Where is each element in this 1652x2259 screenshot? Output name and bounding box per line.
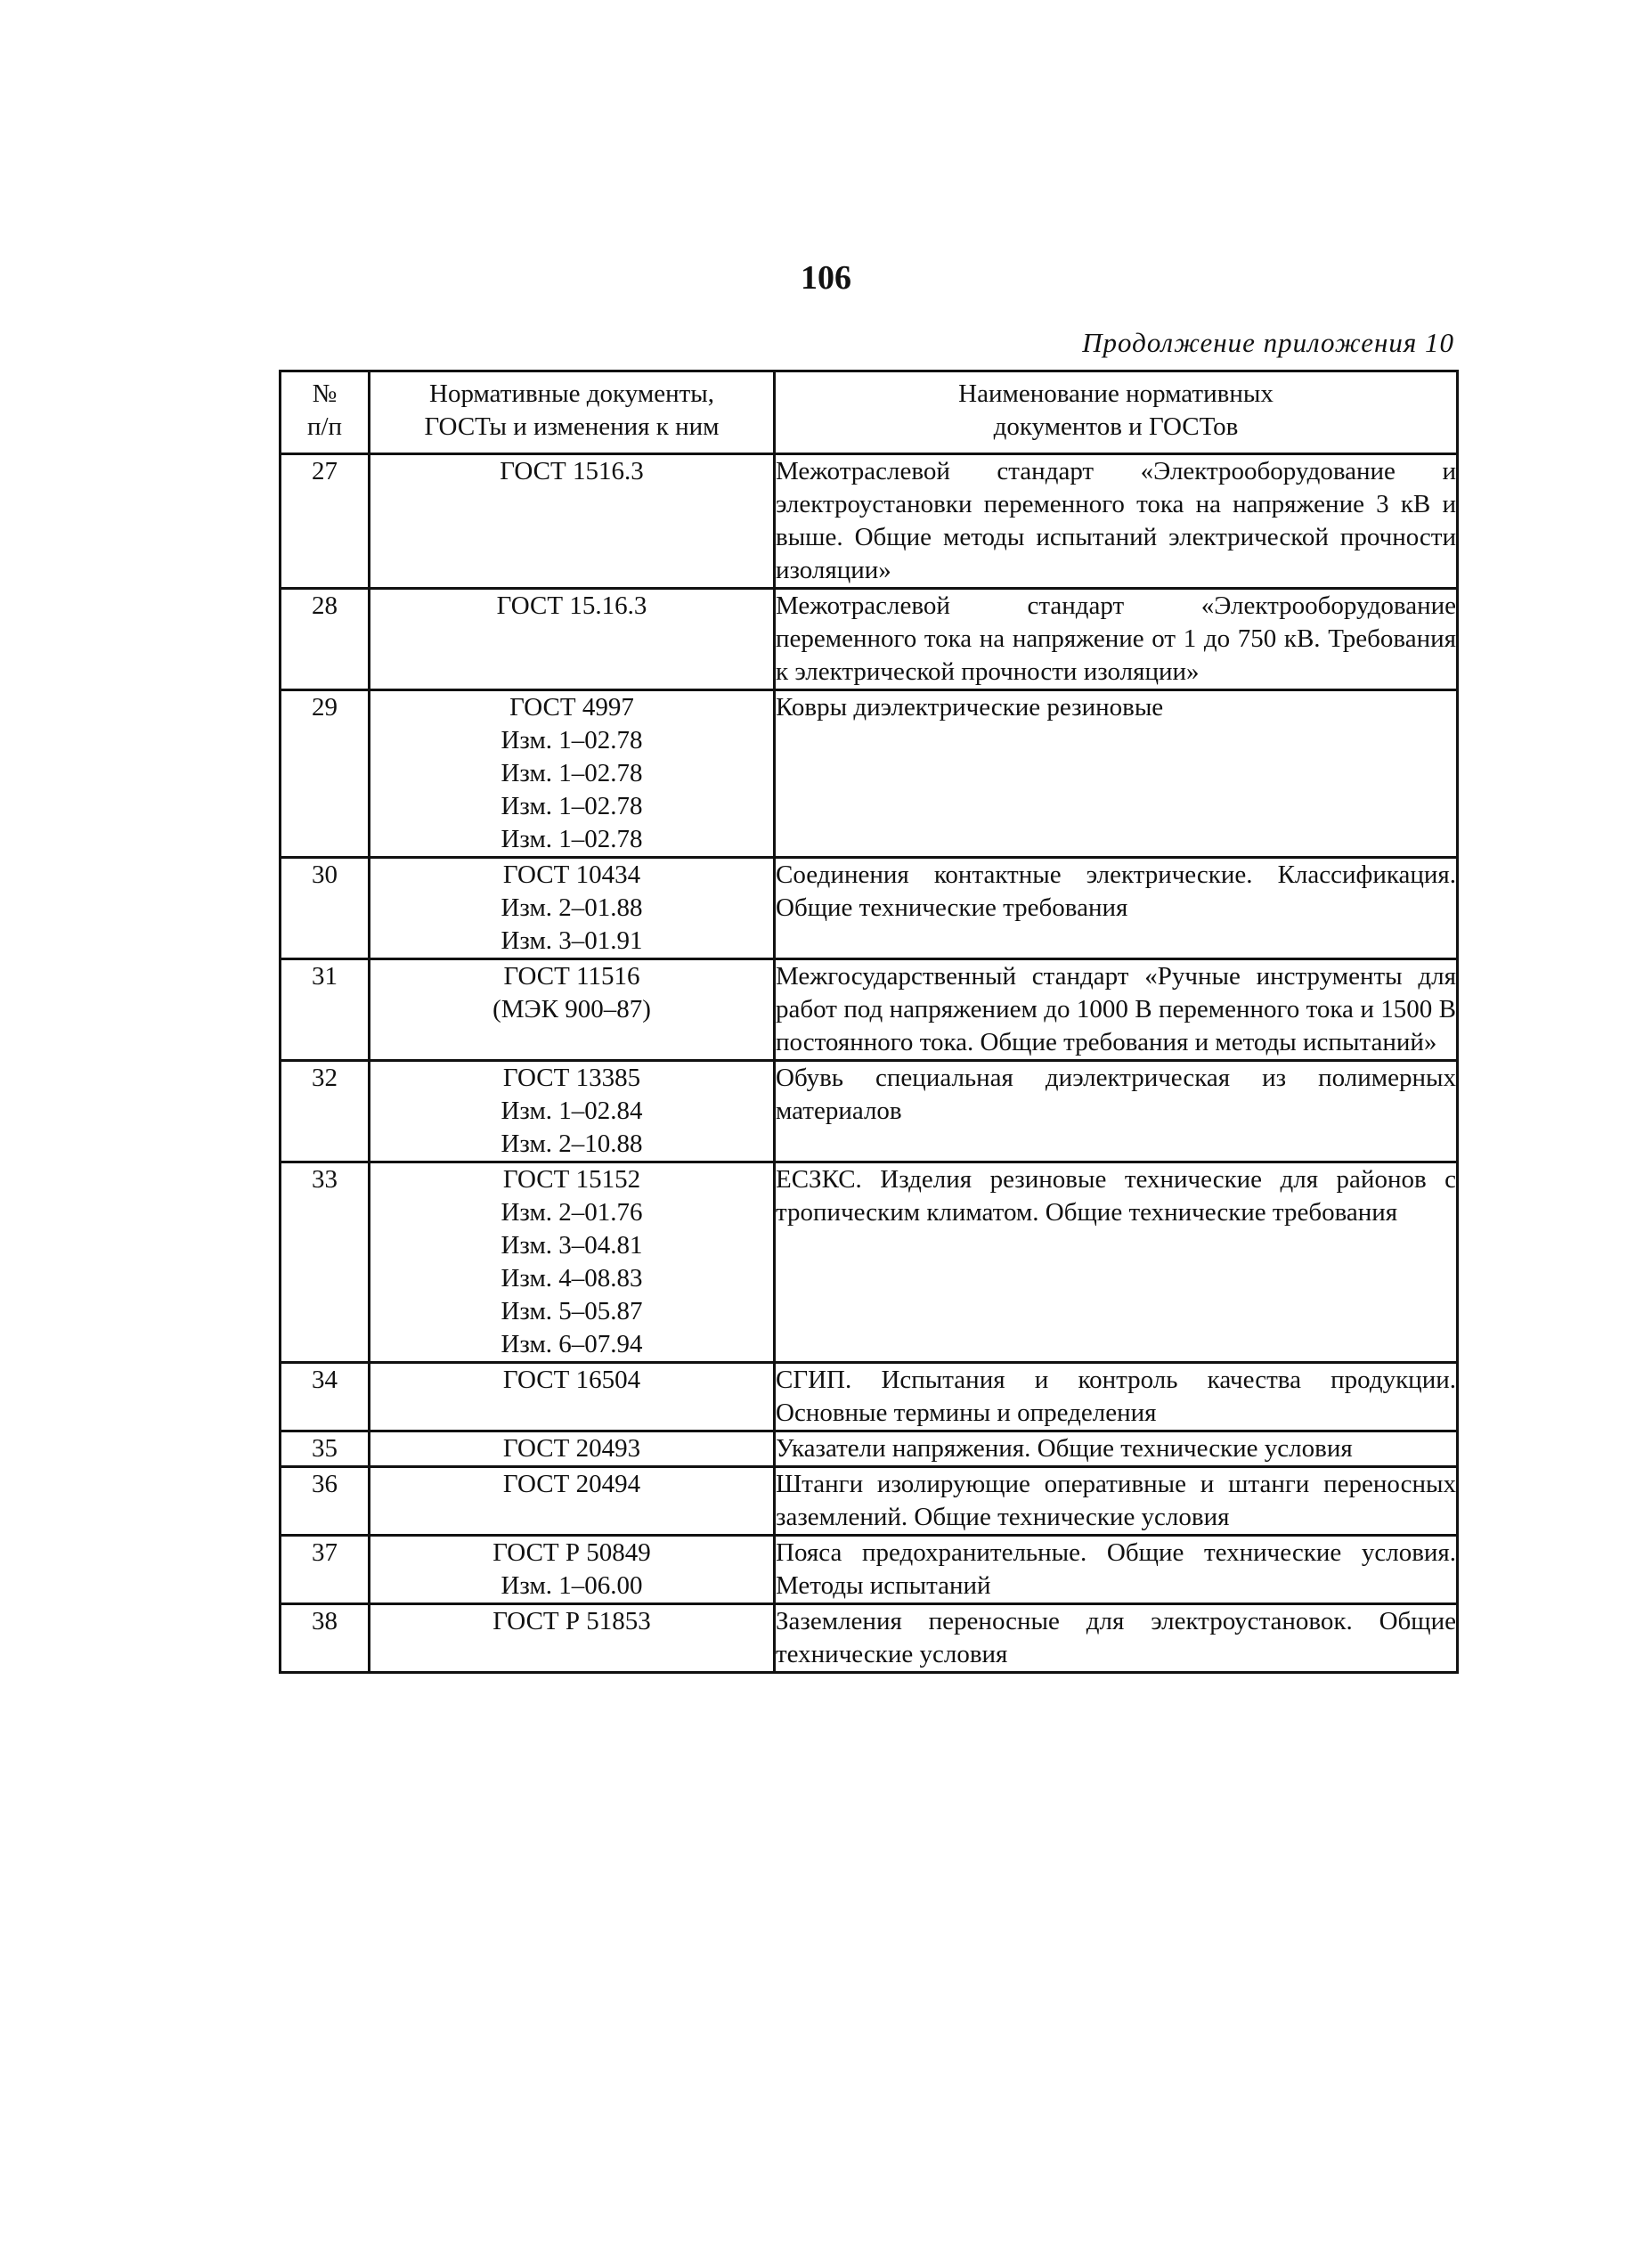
document-reference: Изм. 6–07.94 bbox=[500, 1330, 643, 1358]
header-documents-line: ГОСТы и изменения к ним bbox=[424, 412, 720, 441]
row-number: 33 bbox=[281, 1162, 370, 1363]
table-row bbox=[281, 454, 1458, 589]
table-row bbox=[281, 1467, 1458, 1536]
row-number: 35 bbox=[281, 1431, 370, 1467]
document-reference: Изм. 1–06.00 bbox=[500, 1571, 643, 1600]
document-reference: ГОСТ 1516.3 bbox=[500, 457, 644, 485]
table-row bbox=[281, 690, 1458, 858]
row-document-name: Межотраслевой стандарт «Электрооборудование и электроустановки переменного тока на напряжение 3 кВ и выше. Общие методы испытаний электрической прочности изоляции» bbox=[775, 454, 1458, 589]
row-number: 31 bbox=[281, 959, 370, 1061]
header-num bbox=[281, 371, 370, 454]
row-number: 37 bbox=[281, 1536, 370, 1604]
document-reference: Изм. 5–05.87 bbox=[500, 1297, 643, 1325]
table-row bbox=[281, 589, 1458, 690]
document-reference: ГОСТ Р 50849 bbox=[492, 1538, 651, 1567]
document-reference: Изм. 1–02.78 bbox=[500, 759, 643, 787]
document-reference: Изм. 2–01.76 bbox=[500, 1198, 643, 1227]
table-row bbox=[281, 959, 1458, 1061]
table-row bbox=[281, 1604, 1458, 1673]
document-reference: ГОСТ 13385 bbox=[502, 1064, 641, 1092]
row-documents bbox=[370, 1061, 775, 1162]
header-names-line: документов и ГОСТов bbox=[993, 412, 1239, 441]
row-documents bbox=[370, 690, 775, 858]
row-number: 34 bbox=[281, 1363, 370, 1431]
document-reference: ГОСТ 20493 bbox=[502, 1434, 641, 1463]
document-reference: ГОСТ 10434 bbox=[502, 860, 641, 889]
table-body bbox=[281, 454, 1458, 1673]
document-reference: ГОСТ Р 51853 bbox=[492, 1607, 651, 1635]
continuation-label: Продолжение приложения 10 bbox=[1082, 327, 1454, 358]
document-reference: (МЭК 900–87) bbox=[492, 995, 651, 1023]
row-document-name: Указатели напряжения. Общие технические условия bbox=[775, 1431, 1458, 1467]
row-document-name: Пояса предохранительные. Общие технические условия. Методы испытаний bbox=[775, 1536, 1458, 1604]
document-reference: Изм. 2–10.88 bbox=[500, 1130, 643, 1158]
document-reference: Изм. 1–02.78 bbox=[500, 726, 643, 754]
table-header-row bbox=[281, 371, 1458, 454]
row-document-name: Межгосударственный стандарт «Ручные инструменты для работ под напряжением до 1000 В переменного тока и 1500 В постоянного тока. Общие требования и методы испытаний» bbox=[775, 959, 1458, 1061]
document-reference: Изм. 3–04.81 bbox=[500, 1231, 643, 1260]
row-documents bbox=[370, 1162, 775, 1363]
document-reference: Изм. 1–02.78 bbox=[500, 825, 643, 853]
header-documents-line: Нормативные документы, bbox=[429, 379, 714, 408]
header-names-line: Наименование нормативных bbox=[958, 379, 1274, 408]
row-number: 29 bbox=[281, 690, 370, 858]
row-document-name: Штанги изолирующие оперативные и штанги переносных заземлений. Общие технические условия bbox=[775, 1467, 1458, 1536]
row-documents bbox=[370, 1467, 775, 1536]
header-num-line: № bbox=[312, 379, 338, 408]
table-row bbox=[281, 1363, 1458, 1431]
standards-table bbox=[279, 370, 1459, 1674]
document-reference: Изм. 1–02.84 bbox=[500, 1097, 643, 1125]
row-document-name: Заземления переносные для электроустановок. Общие технические условия bbox=[775, 1604, 1458, 1673]
document-reference: ГОСТ 15.16.3 bbox=[496, 591, 647, 620]
header-documents bbox=[370, 371, 775, 454]
row-document-name: Ковры диэлектрические резиновые bbox=[775, 690, 1458, 858]
document-reference: Изм. 3–01.91 bbox=[500, 926, 643, 955]
row-number: 27 bbox=[281, 454, 370, 589]
row-number: 28 bbox=[281, 589, 370, 690]
row-document-name: СГИП. Испытания и контроль качества продукции. Основные термины и определения bbox=[775, 1363, 1458, 1431]
page-number: 106 bbox=[801, 259, 851, 297]
row-document-name: Соединения контактные электрические. Классификация. Общие технические требования bbox=[775, 858, 1458, 959]
row-documents bbox=[370, 1536, 775, 1604]
row-number: 30 bbox=[281, 858, 370, 959]
document-reference: Изм. 1–02.78 bbox=[500, 792, 643, 820]
document-reference: ГОСТ 16504 bbox=[502, 1366, 641, 1394]
document-reference: ГОСТ 11516 bbox=[503, 962, 640, 991]
document-reference: ГОСТ 4997 bbox=[509, 693, 634, 722]
row-documents bbox=[370, 589, 775, 690]
header-names bbox=[775, 371, 1458, 454]
row-documents bbox=[370, 1604, 775, 1673]
row-documents bbox=[370, 454, 775, 589]
row-number: 36 bbox=[281, 1467, 370, 1536]
row-document-name: Обувь специальная диэлектрическая из полимерных материалов bbox=[775, 1061, 1458, 1162]
row-document-name: Межотраслевой стандарт «Электрооборудование переменного тока на напряжение от 1 до 750 кВ. Требования к электрической прочности изоляции» bbox=[775, 589, 1458, 690]
table-row bbox=[281, 1431, 1458, 1467]
table-row bbox=[281, 1162, 1458, 1363]
table-row bbox=[281, 858, 1458, 959]
row-number: 32 bbox=[281, 1061, 370, 1162]
row-document-name: ЕСЗКС. Изделия резиновые технические для районов с тропическим климатом. Общие технические требования bbox=[775, 1162, 1458, 1363]
document-reference: ГОСТ 15152 bbox=[502, 1165, 641, 1194]
document-reference: Изм. 4–08.83 bbox=[500, 1264, 643, 1293]
document-reference: Изм. 2–01.88 bbox=[500, 893, 643, 922]
table-row bbox=[281, 1061, 1458, 1162]
row-number: 38 bbox=[281, 1604, 370, 1673]
header-num-line: п/п bbox=[306, 412, 343, 441]
row-documents bbox=[370, 1363, 775, 1431]
row-documents bbox=[370, 858, 775, 959]
document-reference: ГОСТ 20494 bbox=[502, 1470, 641, 1498]
table-row bbox=[281, 1536, 1458, 1604]
row-documents bbox=[370, 1431, 775, 1467]
row-documents bbox=[370, 959, 775, 1061]
